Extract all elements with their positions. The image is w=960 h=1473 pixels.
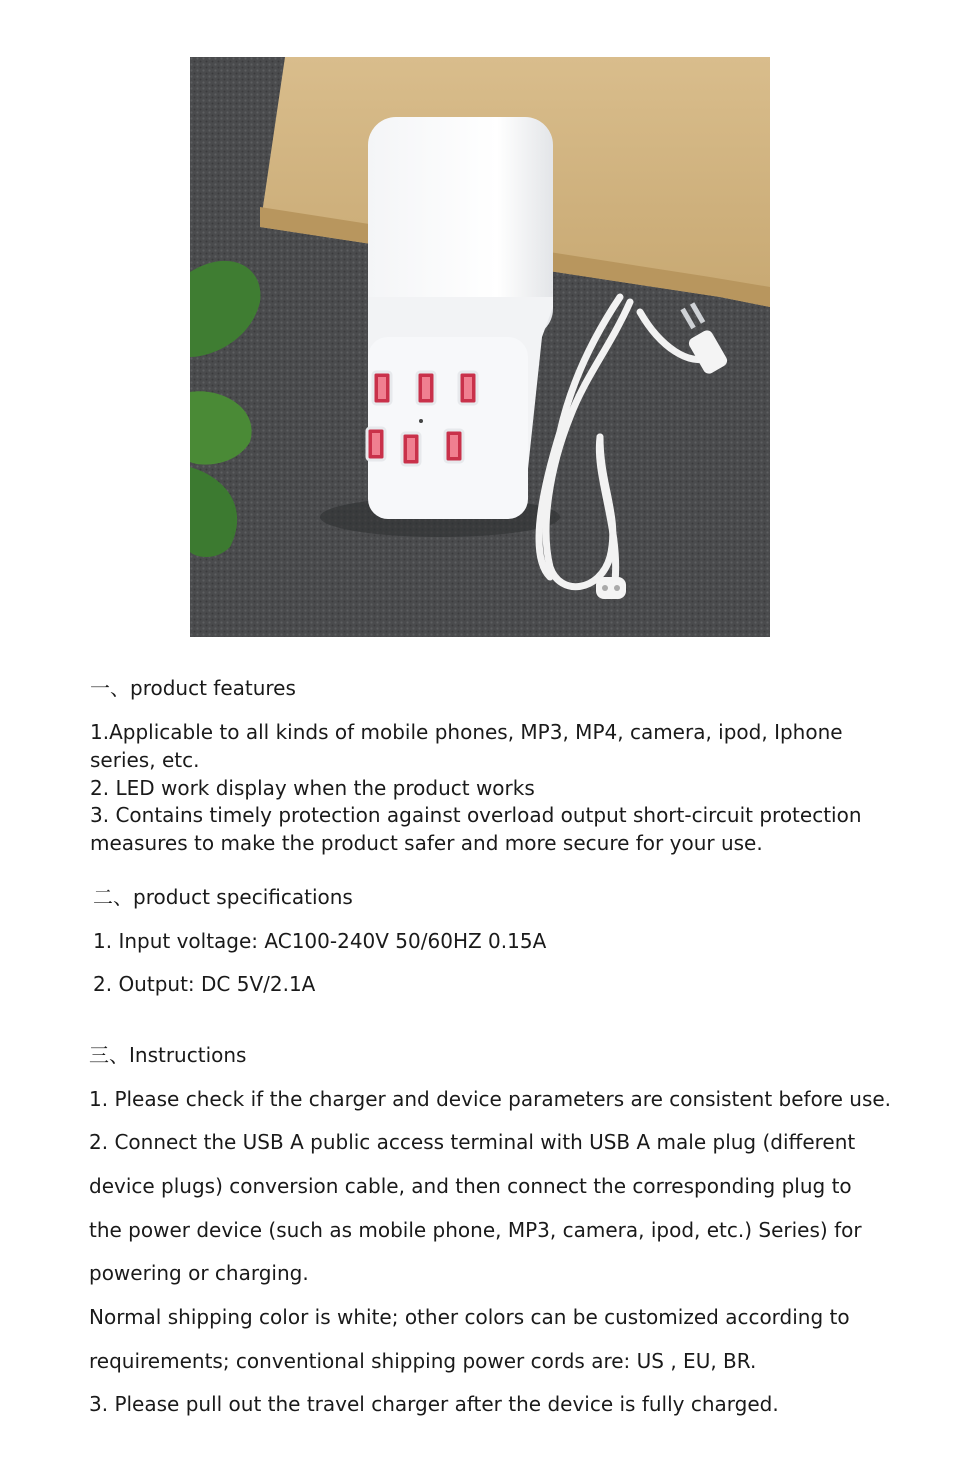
feature-item-2: 2. LED work display when the product works [90,776,535,800]
usb-charger-illustration [190,57,770,637]
instruction-step-1: 1. Please check if the charger and device parameters are consistent before use. [89,1087,892,1111]
instruction-step-3: 3. Please pull out the travel charger after the device is fully charged. [89,1392,779,1416]
instruction-step-2-line-3: the power device (such as mobile phone, MP3, camera, ipod, etc.) Series) for [89,1218,862,1242]
instructions-heading: 三、Instructions [89,1043,247,1067]
spec-input-voltage: 1. Input voltage: AC100-240V 50/60HZ 0.15A [93,929,547,953]
instruction-step-2-line-1: 2. Connect the USB A public access terminal with USB A male plug (different [89,1130,856,1154]
features-heading: 一、product features [90,676,296,700]
shipping-note-line-2: requirements; conventional shipping power cords are: US , EU, BR. [89,1349,757,1373]
shipping-note-line-1: Normal shipping color is white; other colors can be customized according to [89,1305,850,1329]
product-photo [190,57,770,637]
instruction-step-2-line-2: device plugs) conversion cable, and then connect the corresponding plug to [89,1174,852,1198]
feature-item-1: 1.Applicable to all kinds of mobile phones, MP3, MP4, camera, ipod, Iphone series, etc. [90,720,843,772]
specs-heading: 二、product specifications [93,885,353,909]
feature-item-3: 3. Contains timely protection against overload output short-circuit protection measures to make the product safer and more secure for your use. [90,803,862,855]
instruction-step-2-line-4: powering or charging. [89,1261,309,1285]
spec-output: 2. Output: DC 5V/2.1A [93,972,316,996]
